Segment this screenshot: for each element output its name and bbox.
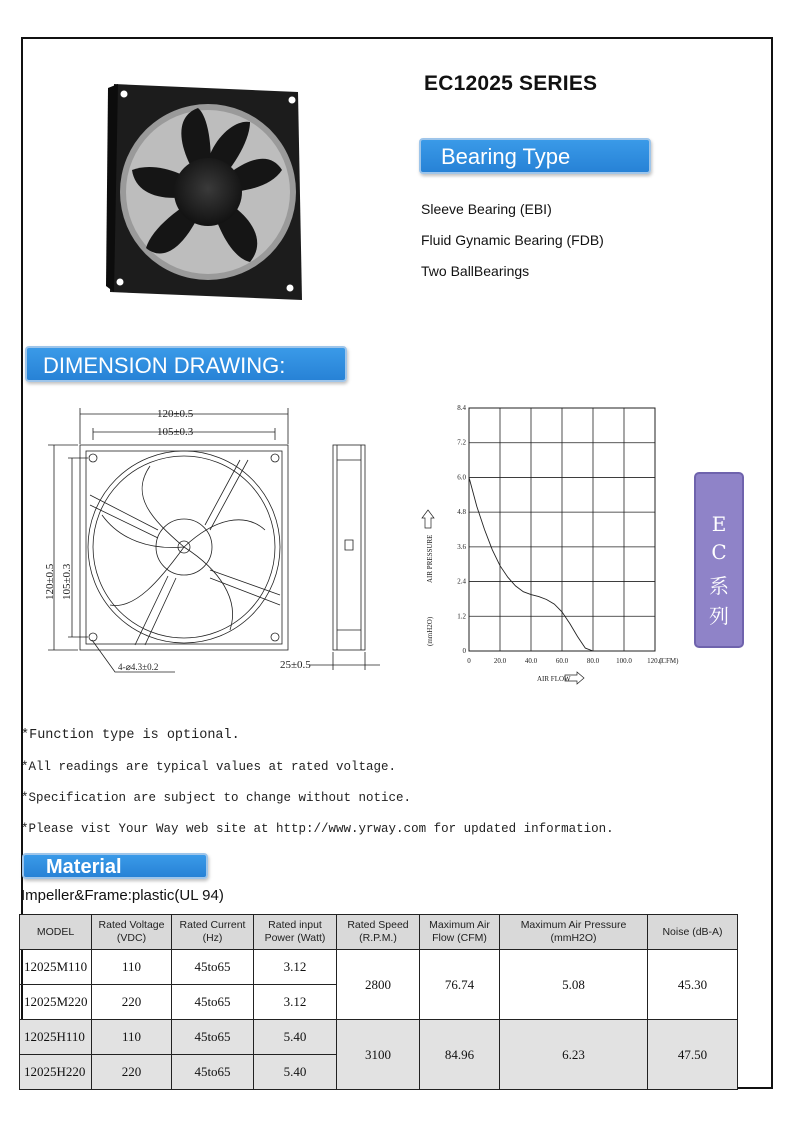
note: *Specification are subject to change without notice. — [21, 791, 412, 805]
bearing-type-heading: Bearing Type — [419, 138, 651, 174]
col-header: Rated Voltage (VDC) — [92, 915, 172, 950]
dim-thickness: 25±0.5 — [280, 659, 311, 671]
x-tick-label: 40.0 — [524, 657, 538, 665]
y-axis-label: AIR PRESSURE — [426, 534, 434, 583]
col-header: MODEL — [20, 915, 92, 950]
table-header-row — [20, 915, 738, 950]
y-tick-label: 6.0 — [457, 473, 466, 482]
y-tick-label: 0 — [462, 647, 466, 655]
cell-power: 5.40 — [254, 1055, 337, 1090]
cell-airflow: 76.74 — [420, 950, 500, 1020]
col-header: Maximum Air Flow (CFM) — [420, 915, 500, 950]
y-tick-label: 3.6 — [457, 542, 466, 551]
note: *All readings are typical values at rated voltage. — [21, 760, 397, 774]
col-header: Noise (dB-A) — [648, 915, 738, 950]
cell-model: 12025M220 — [20, 985, 92, 1020]
bearing-item: Two BallBearings — [421, 263, 530, 279]
product-title: EC12025 SERIES — [424, 72, 598, 95]
ec-char: 列 — [709, 604, 729, 628]
dimension-drawing — [40, 400, 400, 685]
table-row — [20, 1020, 738, 1055]
cell-noise: 45.30 — [648, 950, 738, 1020]
impeller-frame-material: Impeller&Frame:plastic(UL 94) — [21, 887, 224, 904]
cell-power: 3.12 — [254, 985, 337, 1020]
bearing-item: Fluid Gynamic Bearing (FDB) — [421, 232, 604, 248]
ec-series-badge — [694, 472, 744, 648]
x-unit-label: (CFM) — [659, 657, 679, 665]
cell-power: 5.40 — [254, 1020, 337, 1055]
cell-model: 12025M110 — [20, 950, 92, 985]
y-axis-arrow-icon — [422, 510, 434, 528]
cell-noise: 47.50 — [648, 1020, 738, 1090]
cell-current: 45to65 — [172, 1055, 254, 1090]
cell-voltage: 110 — [92, 1020, 172, 1055]
col-header: Rated Speed (R.P.M.) — [337, 915, 420, 950]
cell-speed: 3100 — [337, 1020, 420, 1090]
cell-speed: 2800 — [337, 950, 420, 1020]
y-tick-label: 2.4 — [457, 577, 466, 586]
ec-char: 系 — [709, 574, 729, 598]
dim-outer-width: 120±0.5 — [157, 408, 194, 420]
cell-pressure: 5.08 — [500, 950, 648, 1020]
cell-airflow: 84.96 — [420, 1020, 500, 1090]
cell-pressure: 6.23 — [500, 1020, 648, 1090]
y-unit-label: (mmH2O) — [426, 616, 434, 646]
cell-current: 45to65 — [172, 985, 254, 1020]
dim-holes: 4-⌀4.3±0.2 — [118, 662, 159, 672]
dim-outer-height: 120±0.5 — [44, 563, 56, 600]
cell-current: 45to65 — [172, 950, 254, 985]
dim-inner-height: 105±0.3 — [61, 563, 73, 600]
cell-model: 12025H220 — [20, 1055, 92, 1090]
table-row — [20, 950, 738, 985]
col-header: Maximum Air Pressure (mmH2O) — [500, 915, 648, 950]
x-tick-label: 0 — [467, 657, 471, 665]
cell-voltage: 220 — [92, 1055, 172, 1090]
x-tick-label: 20.0 — [493, 657, 507, 665]
dim-inner-width: 105±0.3 — [157, 426, 194, 438]
x-tick-label: 80.0 — [586, 657, 600, 665]
x-tick-label: 120.0 — [647, 657, 663, 665]
col-header: Rated input Power (Watt) — [254, 915, 337, 950]
x-axis-label: AIR FLOW — [537, 675, 571, 683]
spec-table — [19, 914, 738, 1090]
bearing-item: Sleeve Bearing (EBI) — [421, 201, 552, 217]
material-heading: Material — [22, 853, 208, 879]
fan-photo — [100, 78, 310, 303]
dimension-drawing-heading: DIMENSION DRAWING: — [25, 346, 347, 382]
cell-voltage: 110 — [92, 950, 172, 985]
y-tick-label: 8.4 — [457, 404, 466, 412]
note: *Function type is optional. — [21, 728, 240, 743]
x-tick-label: 60.0 — [555, 657, 569, 665]
cell-model: 12025H110 — [20, 1020, 92, 1055]
y-tick-label: 4.8 — [457, 508, 466, 517]
ec-char: C — [711, 540, 727, 564]
y-tick-label: 1.2 — [457, 612, 466, 621]
cell-voltage: 220 — [92, 985, 172, 1020]
note: *Please vist Your Way web site at http://www.yrway.com for updated information. — [21, 822, 614, 836]
x-tick-label: 100.0 — [616, 657, 632, 665]
y-tick-label: 7.2 — [457, 438, 466, 447]
cell-power: 3.12 — [254, 950, 337, 985]
cell-current: 45to65 — [172, 1020, 254, 1055]
ec-char: E — [711, 512, 727, 536]
col-header: Rated Current (Hz) — [172, 915, 254, 950]
performance-chart — [415, 398, 695, 690]
